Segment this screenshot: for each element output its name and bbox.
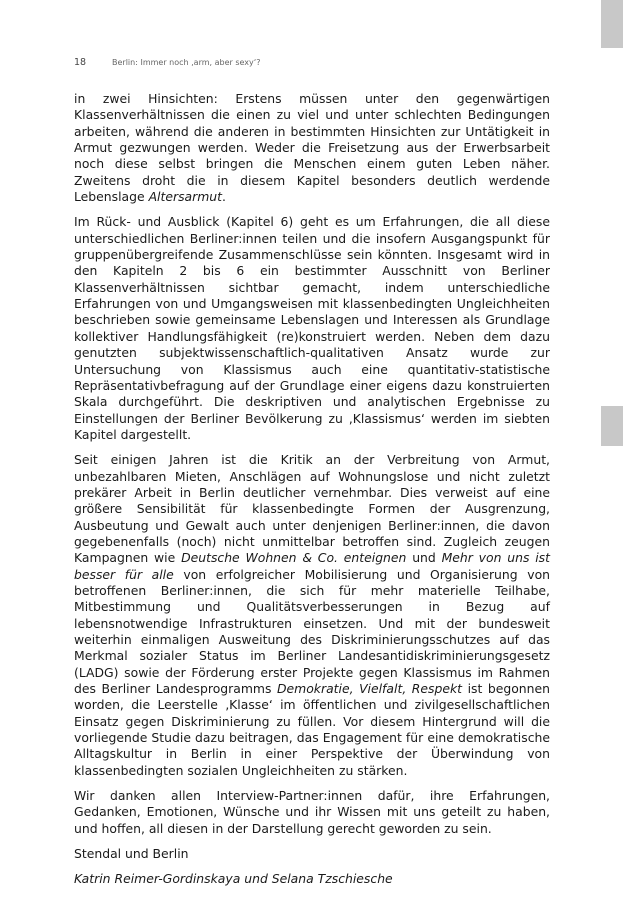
running-header: [74, 57, 261, 68]
paragraph-2: Im Rück- und Ausblick (Kapitel 6) geht es um Erfahrungen, die all diese unterschiedlichen Berliner:innen teilen und die insofern Ausgangspunkt für gruppenübergreifende Zusammenschlüsse sein könnten. Insgesamt wird in den Kapiteln 2 bis 6 ein bestimmter Ausschnitt von Berliner Klassenverhältnissen sichtbar gemacht, indem unterschiedliche Erfahrungen von und Umgangsweisen mit klassenbedingten Ungleichheiten beschrieben sowie gemeinsame Lebenslagen und Interessen als Grundlage kollektiver Handlungsfähigkeit (re)konstruiert werden. Neben dem dazu genutzten subjektwissenschaftlich-qualitativen Ansatz wurde zur Untersuchung von Klassismus auch eine quantitativ-statistische Repräsentativbefragung auf der Grundlage einer eigens dazu konstruierten Skala durchgeführt. Die deskriptiven und analytischen Ergebnisse zu Einstellungen der Berliner Bevölkerung zu ‚Klassismus‘ werden im siebten Kapitel dargestellt.: [74, 214, 550, 442]
running-title: Berlin: Immer noch ‚arm, aber sexy‘?: [112, 58, 261, 67]
paragraph-1-emphasis: Altersarmut: [148, 189, 222, 205]
paragraph-3-text-d: ist begonnen worden, die Leerstelle ‚Klasse‘ im öffentlichen und zivilgesellschaftlichen Einsatz gegen Diskriminierung zu füllen. Vor diesem Hintergrund will die vorliegende Studie dazu beitragen, das Engagement für eine demokratische Alltagskultur in Berlin in einer Perspektive der Überwindung von klassenbedingten sozialen Ungleichheiten zu stärken.: [74, 681, 550, 778]
paragraph-3-text-b: und: [406, 550, 442, 566]
signature-authors: Katrin Reimer-Gordinskaya und Selana Tzschiesche: [74, 871, 393, 887]
paragraph-3-text-c: von erfolgreicher Mobilisierung und Organisierung von betroffenen Berliner:innen, die sich für mehr materielle Teilhabe, Mitbestimmung und Qualitätsverbesserungen in Bezug auf lebensnotwendige Infrastrukturen einsetzen. Und mit der bundesweit weiterhin einmaligen Ausweitung des Diskriminierungsschutzes auf das Merkmal sozialer Status im Berliner Landesantidiskriminierungsgesetz (LADG) sowie der Förderung erster Projekte gegen Klassismus im Rahmen des Berliner Landesprogramms: [74, 566, 551, 697]
campaign-name-1: Deutsche Wohnen & Co. enteignen: [181, 550, 407, 566]
chapter-marker-tab: [601, 406, 623, 446]
paragraph-3: [74, 452, 550, 779]
paragraph-1-end: .: [222, 189, 226, 205]
paragraph-1: [74, 91, 550, 205]
campaign-name-2: Mehr von uns ist besser für alle: [74, 550, 550, 582]
paragraph-3-text-a: Seit einigen Jahren ist die Kritik an der Verbreitung von Armut, unbezahlbaren Mieten, Anschlägen auf Wohnungslose und nicht zuletzt prekärer Arbeit in Berlin deutlicher vernehmbar. Dies verweist auf eine größere Sensibilität für klassenbedingte Formen der Ausgrenzung, Ausbeutung und Gewalt auch unter denjenigen Berliner:innen, die davon gegebenenfalls (noch) nicht unmittelbar betroffen sind. Zugleich zeugen Kampagnen wie: [74, 452, 550, 566]
paragraph-4: Wir danken allen Interview-Partner:innen dafür, ihre Erfahrungen, Gedanken, Emotionen, Wünsche und ihr Wissen mit uns geteilt zu haben, und hoffen, all diesen in der Darstellung gerecht geworden zu sein.: [74, 788, 550, 836]
signature-place: Stendal und Berlin: [74, 846, 189, 862]
program-name: Demokratie, Vielfalt, Respekt: [276, 681, 463, 697]
body-text: [74, 91, 550, 888]
paragraph-1-text: in zwei Hinsichten: Erstens müssen unter den gegenwärtigen Klassenverhältnissen die einen zu viel und unter schlechten Bedingungen arbeiten, während die anderen in bestimmten Hinsichten zur Untätigkeit in Armut gezwungen werden. Weder die Freisetzung aus der Erwerbsarbeit noch diese selbst bringen die Menschen einem guten Leben näher. Zweitens droht die in diesem Kapitel besonders deutlich werdende Lebenslage: [74, 91, 550, 205]
page-number: 18: [74, 57, 87, 68]
thumb-index-tab: [601, 0, 623, 48]
